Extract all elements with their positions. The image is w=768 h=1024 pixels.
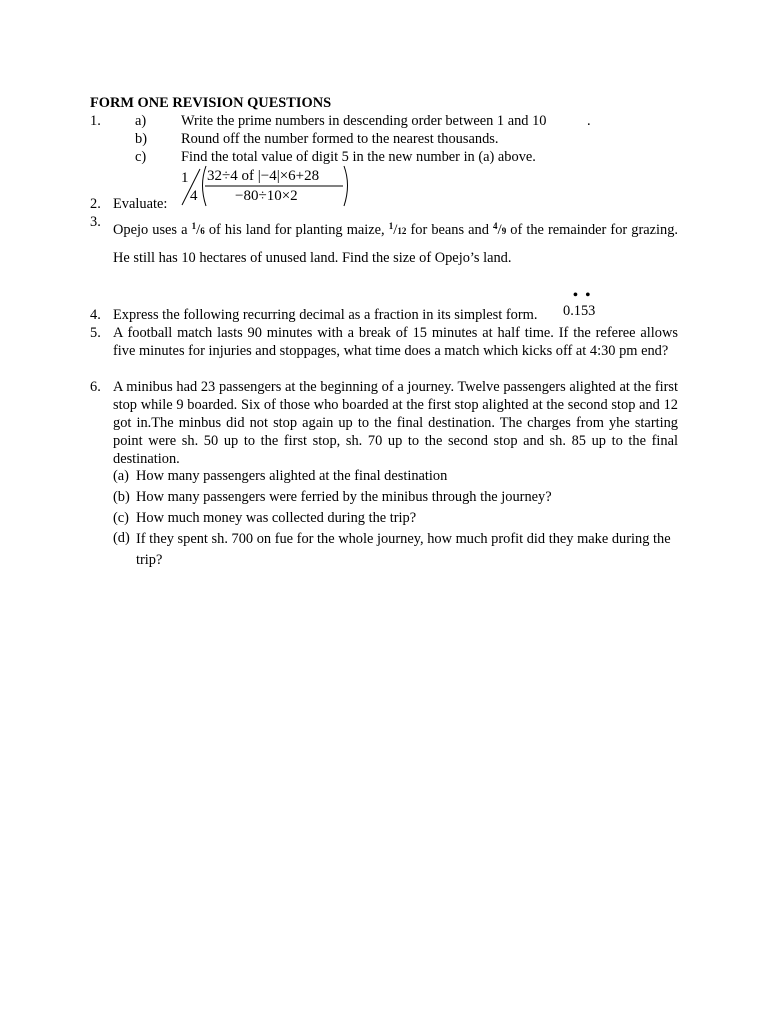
q1-number: 1.: [90, 113, 101, 129]
q6c-label: (c): [113, 510, 129, 526]
q1b-text: Round off the number formed to the nearest thousands.: [181, 131, 499, 147]
fraction-denominator: 9: [501, 226, 507, 236]
fraction-numerator: 1: [388, 221, 394, 231]
fraction-numerator: 1: [191, 221, 197, 231]
q5-number: 5.: [90, 325, 101, 341]
q1a-period: .: [587, 113, 591, 129]
fraction-one-sixth: $^1$/6: [191, 221, 205, 238]
fraction-numerator: 4: [493, 221, 498, 231]
q3-text-part3: for beans and: [406, 222, 494, 238]
outer-fraction-numerator: 1: [181, 170, 189, 186]
outer-fraction-denominator: 4: [190, 188, 198, 204]
q1a-text: Write the prime numbers in descending order between 1 and 10: [181, 113, 547, 129]
fraction-four-ninths: $^4$/9: [493, 221, 507, 238]
q3-text: [113, 213, 678, 272]
q4-text: Express the following recurring decimal as a fraction in its simplest form.: [113, 307, 538, 323]
q6a-text: How many passengers alighted at the final destination: [136, 468, 448, 484]
q1c-text: Find the total value of digit 5 in the new number in (a) above.: [181, 149, 536, 165]
q3-number: 3.: [90, 214, 101, 230]
q1c-label: c): [135, 149, 147, 165]
expression-numerator: 32÷4 of |−4|×6+28: [207, 168, 320, 184]
fraction-denominator: 12: [397, 226, 407, 236]
page-title: FORM ONE REVISION QUESTIONS: [90, 95, 332, 111]
q6c-text: How much money was collected during the trip?: [136, 510, 417, 526]
q1b-label: b): [135, 131, 147, 147]
q2-text: Evaluate:: [113, 196, 168, 212]
q5-text: A football match lasts 90 minutes with a break of 15 minutes at half time. If the referee allows five minutes for injuries and stoppages, what time does a match which kicks off at 4:30 pm end?: [113, 325, 678, 359]
q2-expression: [178, 163, 353, 209]
q6-number: 6.: [90, 379, 101, 395]
q6-text: A minibus had 23 passengers at the beginning of a journey. Twelve passengers alighted at the first stop while 9 boarded. Six of those who boarded at the first stop alighted at the second stop and 12 got in.The minbus did not stop again up to the final destination. The charges from yhe starting point were sh. 50 up to the first stop, sh. 70 up to the second stop and sh. 85 up to the final destination.: [113, 379, 678, 467]
q3-text-part2: of his land for planting maize,: [204, 222, 389, 238]
recurring-dots: • •: [573, 288, 593, 303]
q3-text-part1: Opejo uses a: [113, 222, 192, 238]
recurring-decimal: 0.153: [563, 303, 596, 319]
fraction-one-twelfth: $^1$/12: [388, 221, 407, 238]
q1a-label: a): [135, 113, 147, 129]
q2-number: 2.: [90, 196, 101, 212]
fraction-denominator: 6: [200, 226, 205, 236]
q6b-label: (b): [113, 489, 130, 505]
expression-denominator: −80÷10×2: [235, 188, 298, 204]
q4-number: 4.: [90, 307, 101, 323]
q3-text-part4: of the remainder for grazing. He still has 10 hectares of unused land. Find the size of Opejo’s land.: [113, 222, 679, 266]
q6d-label: (d): [113, 530, 130, 546]
q6a-label: (a): [113, 468, 129, 484]
q6d-text: If they spent sh. 700 on fue for the whole journey, how much profit did they make during the trip?: [136, 531, 671, 568]
q6b-text: How many passengers were ferried by the minibus through the journey?: [136, 489, 552, 505]
